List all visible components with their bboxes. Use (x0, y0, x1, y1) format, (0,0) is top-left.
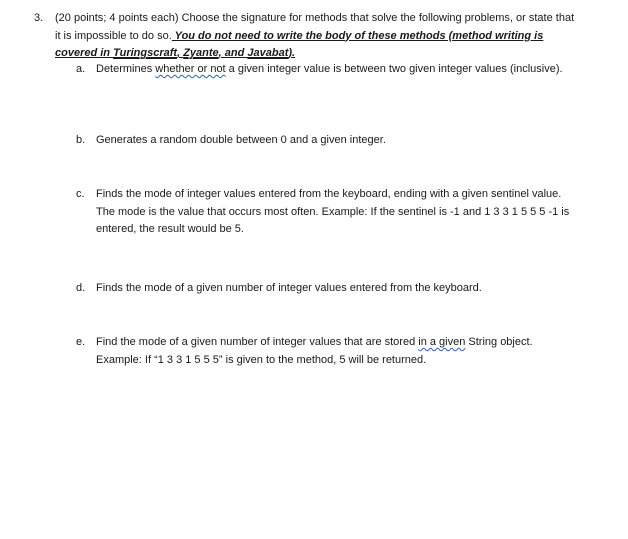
separator-1: , (177, 47, 184, 59)
question-intro: (20 points; 4 points each) Choose the signature for methods that solve the following problems, or state that it is impossible to do so. (55, 12, 575, 42)
item-text: Finds the mode of integer values entered from the keyboard, ending with a given sentinel value. The mode is the value that occurs most often. Example: If the sentinel is -1 and 1 3 3 1 5 5 5 -1 is entered, the result would be 5. (96, 188, 570, 235)
tool-name-javabat: Javabat (247, 47, 289, 59)
question-prompt (55, 10, 575, 63)
separator-2: , and (218, 47, 248, 59)
list-item-d (76, 280, 576, 298)
list-item-a (76, 61, 576, 79)
item-letter: b. (76, 134, 86, 146)
question-number: 3. (34, 12, 44, 24)
tool-name-zyante: Zyante (183, 47, 219, 59)
item-text: Finds the mode of a given number of integer values entered from the keyboard. (96, 282, 482, 294)
item-text: Generates a random double between 0 and a given integer. (96, 134, 386, 146)
item-letter: c. (76, 188, 85, 200)
item-text-part: a given integer value is between two given integer values (inclusive). (225, 63, 563, 75)
tool-name-turingscraft: Turingscraft (113, 47, 178, 59)
item-text-part: String object. Example: If “1 3 3 1 5 5 5” is given to the method, 5 will be returned. (96, 336, 533, 366)
instruction-suffix: ). (288, 47, 296, 59)
grammar-flagged-phrase: in a given (418, 336, 466, 348)
item-letter: d. (76, 282, 86, 294)
item-text-part: Find the mode of a given number of integer values that are stored (96, 336, 419, 348)
item-letter: e. (76, 336, 86, 348)
item-text (96, 61, 576, 79)
list-item-b (76, 132, 576, 150)
item-text-part: Determines (96, 63, 156, 75)
list-item-c (76, 186, 576, 239)
item-text (96, 334, 576, 369)
list-item-e (76, 334, 576, 369)
grammar-flagged-phrase: whether or not (155, 63, 226, 75)
instruction-prefix: You do not need to write the body of these methods (method writing is covered in (55, 29, 544, 59)
item-letter: a. (76, 63, 86, 75)
